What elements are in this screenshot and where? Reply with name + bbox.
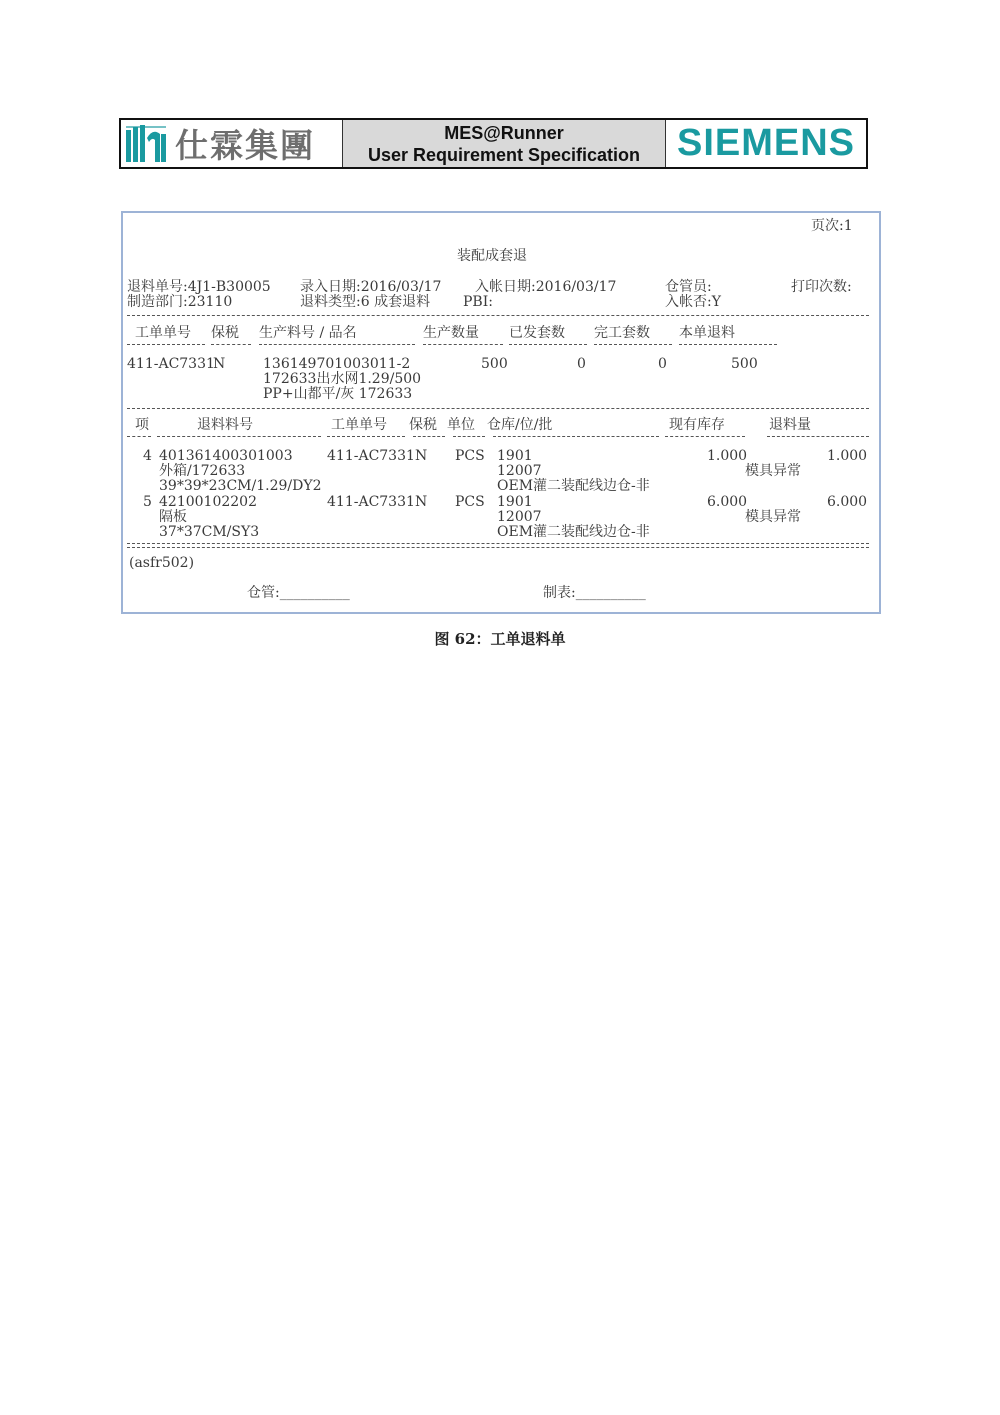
figure-caption: 图 62：工单退料单 — [434, 630, 566, 648]
maker-signature: 制表:__________ — [543, 585, 646, 601]
underline — [127, 344, 205, 345]
print-count: 打印次数: — [791, 279, 852, 295]
detail-bonded: N — [415, 494, 428, 510]
wo-prod-qty: 500 — [481, 356, 508, 372]
underline — [453, 436, 485, 437]
col-header-bonded: 保税 — [211, 325, 239, 341]
col-header-location: 仓库/位/批 — [487, 417, 553, 433]
col-header-detail-bonded: 保税 — [409, 417, 437, 433]
document-title-cell — [343, 120, 666, 167]
program-id: (asfr502) — [129, 555, 195, 571]
detail-material-no: 42100102202 — [159, 494, 257, 510]
wo-issued-sets: 0 — [577, 356, 586, 372]
detail-unit: PCS — [455, 494, 485, 510]
double-separator-line — [127, 543, 869, 548]
detail-material-desc: 外箱/172633 — [159, 463, 246, 479]
detail-material-spec: 37*37CM/SY3 — [159, 524, 260, 540]
detail-seq: 4 — [143, 448, 152, 464]
col-header-issued-sets: 已发套数 — [509, 325, 565, 341]
underline — [413, 436, 445, 437]
underline — [767, 436, 869, 437]
return-order-report — [121, 211, 881, 614]
detail-reason: 模具异常 — [745, 463, 801, 479]
underline — [127, 436, 151, 437]
detail-reason: 模具异常 — [745, 509, 801, 525]
col-header-prod-qty: 生产数量 — [423, 325, 479, 341]
col-header-return-qty: 退料量 — [769, 417, 811, 433]
col-header-seq: 项 — [135, 417, 149, 433]
return-type: 退料类型:6 成套退料 — [300, 294, 431, 310]
detail-wo-no: 411-AC7331 — [327, 494, 415, 510]
company-name: 仕霖集團 — [175, 126, 315, 165]
posted-flag: 入帐否:Y — [665, 294, 721, 310]
underline — [259, 344, 415, 345]
system-name: MES@Runner — [444, 122, 564, 143]
detail-return-qty: 6.000 — [827, 494, 868, 510]
company-logo-icon — [125, 124, 167, 164]
col-header-unit: 单位 — [447, 417, 475, 433]
brand-logo: SIEMENS — [676, 122, 856, 164]
detail-wo-no: 411-AC7331 — [327, 448, 415, 464]
wo-item-spec: PP+山都平/灰 172633 — [263, 386, 413, 402]
detail-stock: 1.000 — [707, 448, 748, 464]
underline — [157, 436, 321, 437]
keeper-signature: 仓管:__________ — [247, 585, 350, 601]
detail-return-qty: 1.000 — [827, 448, 868, 464]
detail-bonded: N — [415, 448, 428, 464]
document-title: User Requirement Specification — [367, 144, 641, 165]
underline — [665, 436, 745, 437]
separator-line — [127, 408, 869, 409]
underline — [493, 436, 659, 437]
detail-lot: OEM灌二装配线边仓-非 — [497, 478, 650, 494]
col-header-item-name: 生产料号 / 品名 — [259, 325, 357, 341]
detail-bin: 12007 — [497, 463, 542, 479]
page-number: 页次:1 — [811, 218, 853, 234]
detail-unit: PCS — [455, 448, 485, 464]
underline — [594, 344, 672, 345]
wo-done-sets: 0 — [658, 356, 667, 372]
document-header-banner — [119, 118, 868, 169]
underline — [423, 344, 503, 345]
separator-line — [127, 315, 869, 316]
col-header-detail-wo: 工单单号 — [331, 417, 387, 433]
detail-material-spec: 39*39*23CM/1.29/DY2 — [159, 478, 322, 494]
wo-bonded: N — [213, 356, 226, 372]
col-header-return-this: 本单退料 — [679, 325, 735, 341]
entry-date: 录入日期:2016/03/17 — [300, 279, 442, 295]
underline — [679, 344, 777, 345]
detail-warehouse: 1901 — [497, 494, 533, 510]
detail-bin: 12007 — [497, 509, 542, 525]
col-header-stock: 现有库存 — [669, 417, 725, 433]
wo-return-qty: 500 — [731, 356, 758, 372]
detail-stock: 6.000 — [707, 494, 748, 510]
detail-seq: 5 — [143, 494, 152, 510]
report-title: 装配成套退 — [457, 248, 527, 264]
wo-item-desc: 172633出水网1.29/500 — [263, 371, 422, 387]
manufacturing-dept: 制造部门:23110 — [127, 294, 233, 310]
underline — [509, 344, 587, 345]
pbi-field: PBI: — [463, 294, 493, 310]
wo-item-no: 136149701003011-2 — [263, 356, 411, 372]
detail-material-desc: 隔板 — [159, 509, 187, 525]
col-header-done-sets: 完工套数 — [594, 325, 650, 341]
detail-warehouse: 1901 — [497, 448, 533, 464]
detail-lot: OEM灌二装配线边仓-非 — [497, 524, 650, 540]
col-header-material: 退料料号 — [197, 417, 253, 433]
company-logo-cell — [121, 120, 343, 167]
underline — [327, 436, 405, 437]
detail-material-no: 401361400301003 — [159, 448, 293, 464]
return-order-number: 退料单号:4J1-B30005 — [127, 279, 271, 295]
wo-number: 411-AC7331 — [127, 356, 215, 372]
underline — [211, 344, 251, 345]
warehouse-keeper: 仓管员: — [665, 279, 712, 295]
col-header-wo-no: 工单单号 — [135, 325, 191, 341]
posting-date: 入帐日期:2016/03/17 — [475, 279, 617, 295]
